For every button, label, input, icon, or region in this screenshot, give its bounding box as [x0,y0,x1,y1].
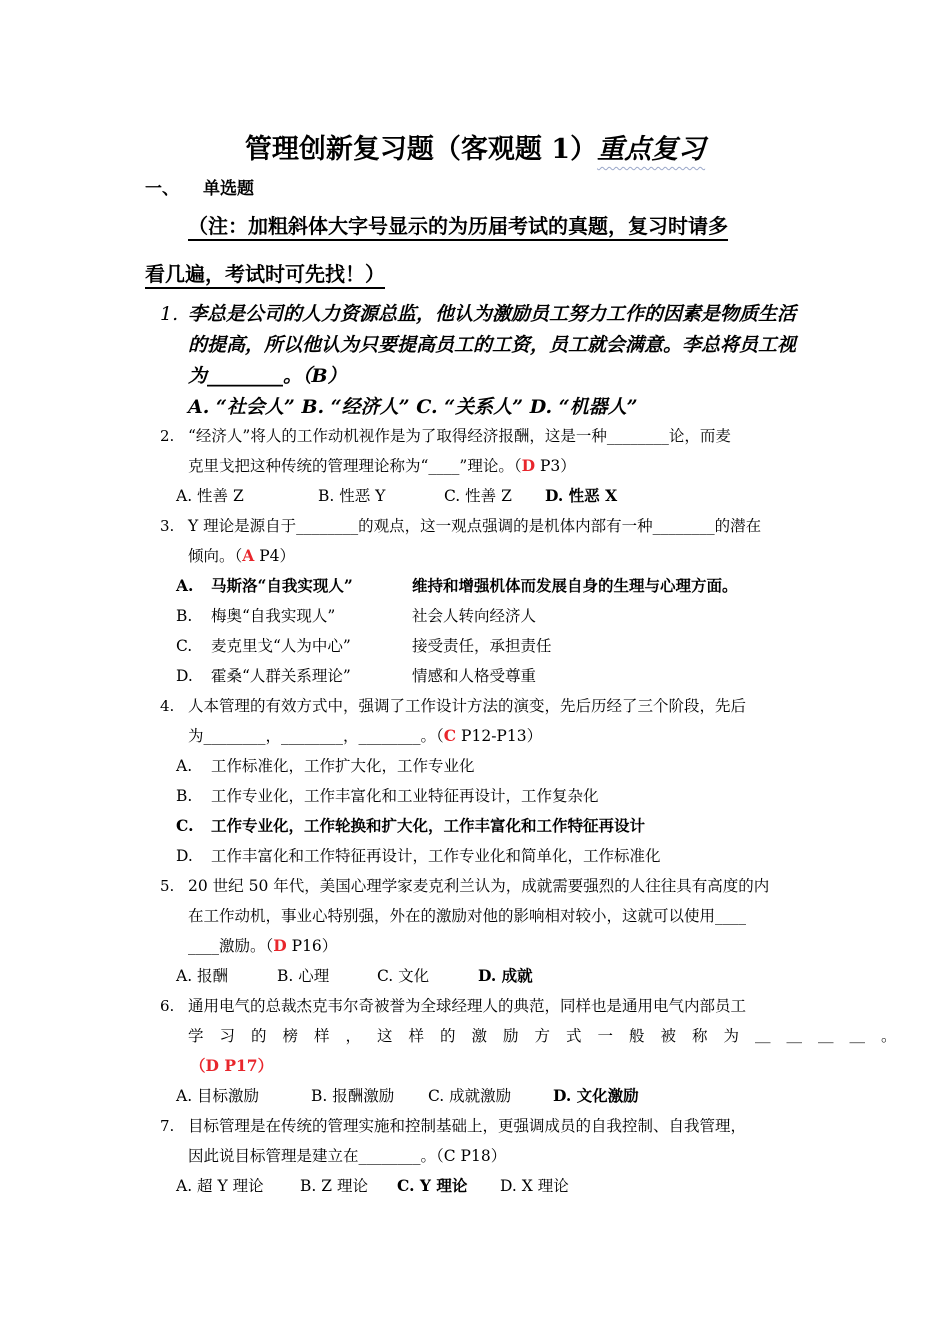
q5-line-1: 20 世纪 50 年代，美国心理学家麦克利兰认为，成就需要强烈的人往往具有高度的内 [188,877,770,895]
q5-line-3-text: ____激励。（ [188,937,274,955]
q2-answer: D [521,456,536,475]
q4-line-1: 人本管理的有效方式中，强调了工作设计方法的演变，先后历经了三个阶段，先后 [188,697,747,715]
q4-line-2-text: 为________，________，________。（ [188,727,444,745]
q1-options: A. “社会人” B. “经济人” C. “关系人” D. “机器人” [188,396,638,418]
q2-option-b: B. 性恶 Y [318,487,386,505]
q5-line-3 [188,934,337,958]
section-label: 单选题 [203,179,254,199]
q5-option-b: B. 心理 [277,967,330,985]
q4-option-c-text: 工作专业化，工作轮换和扩大化，工作丰富化和工作特征再设计 [211,816,646,835]
q4-option-c-letter: C. [176,816,194,835]
q7-number: 7. [160,1117,175,1135]
q7-option-c: C. Y 理论 [397,1176,468,1195]
q4-answer: C [443,726,457,745]
q7-line-2: 因此说目标管理是建立在________。（C P18） [188,1147,507,1165]
q3-option-d-col2: 情感和人格受尊重 [412,667,537,685]
q3-answer: A [242,546,255,565]
q3-option-d-col1: 霍桑“人群关系理论” [211,667,351,685]
section-number: 一、 [145,179,179,199]
q6-option-c: C. 成就激励 [428,1087,512,1105]
q4-number: 4. [160,697,175,715]
title-emphasis: 重点复习 [597,134,706,165]
q2-page-ref: P3） [535,457,576,475]
q1-line-1: 李总是公司的人力资源总监，他认为激励员工努力工作的因素是物质生活 [188,303,797,325]
q5-number: 5. [160,877,175,895]
q3-option-b-col2: 社会人转向经济人 [412,607,537,625]
q5-page-ref: P16） [286,937,338,955]
q1-line-3: 为________。（B） [188,365,347,387]
q3-option-d-letter: D. [176,667,193,685]
q3-line-2-text: 倾向。（ [188,547,243,565]
q5-line-2: 在工作动机，事业心特别强，外在的激励对他的影响相对较小，这就可以使用____ [188,907,747,925]
q2-option-d: D. 性恶 X [545,486,618,505]
q3-option-c-col1: 麦克里戈“人为中心” [211,637,351,655]
q7-option-a: A. 超 Y 理论 [176,1177,264,1195]
q6-answer: （D [190,1056,219,1075]
q6-option-d: D. 文化激励 [553,1086,639,1105]
q5-option-d: D. 成就 [478,966,533,985]
q7-line-1: 目标管理是在传统的管理实施和控制基础上，更强调成员的自我控制、自我管理， [188,1117,747,1135]
q1-number: 1. [160,303,179,325]
q6-page-ref: P17） [218,1056,274,1075]
q2-number: 2. [160,427,175,445]
q2-line-1: “经济人”将人的工作动机视作是为了取得经济报酬，这是一种________论，而麦 [188,427,731,445]
q4-option-d-text: 工作丰富化和工作特征再设计，工作专业化和简单化，工作标准化 [211,847,661,865]
title-main: 管理创新复习题（客观题 1） [244,134,598,165]
q6-line-1: 通用电气的总裁杰克韦尔奇被誉为全球经理人的典范，同样也是通用电气内部员工 [188,997,747,1015]
q5-option-c: C. 文化 [377,967,430,985]
q6-line-3 [190,1054,273,1078]
q5-answer: D [273,936,287,955]
q6-option-b: B. 报酬激励 [311,1087,395,1105]
q6-option-a: A. 目标激励 [176,1087,260,1105]
q3-option-c-col2: 接受责任，承担责任 [412,637,552,655]
page-title [0,130,950,170]
q2-line-2-text: 克里戈把这种传统的管理理论称为“____”理论。（ [188,457,522,475]
q6-line-2: 学习的榜样，这样的激励方式一般被称为＿＿＿＿。 [188,1027,913,1045]
q3-number: 3. [160,517,175,535]
q6-number: 6. [160,997,175,1015]
q3-option-a-letter: A. [176,576,194,595]
q3-line-2 [188,544,295,568]
note-line-2: 看几遍，考试时可先找！） [145,262,385,286]
q2-option-a: A. 性善 Z [176,487,244,505]
q3-page-ref: P4） [254,547,296,565]
q4-option-b-text: 工作专业化，工作丰富化和工业特征再设计，工作复杂化 [211,787,599,805]
q3-option-a-col1: 马斯洛“自我实现人” [211,576,353,595]
q4-option-a-letter: A. [176,757,193,775]
q4-page-ref: P12-P13） [456,727,543,745]
q3-option-b-letter: B. [176,607,193,625]
q4-option-d-letter: D. [176,847,193,865]
q5-option-a: A. 报酬 [176,967,229,985]
q7-option-b: B. Z 理论 [300,1177,368,1195]
q2-option-c: C. 性善 Z [444,487,512,505]
q3-line-1: Y 理论是源自于________的观点，这一观点强调的是机体内部有一种________的潜在 [188,517,762,535]
q4-option-a-text: 工作标准化，工作扩大化，工作专业化 [211,757,475,775]
q4-line-2 [188,724,542,748]
note-line-1: （注：加粗斜体大字号显示的为历届考试的真题，复习时请多 [188,214,728,238]
q1-line-2: 的提高，所以他认为只要提高员工的工资，员工就会满意。李总将员工视 [188,334,797,356]
q7-option-d: D. X 理论 [500,1177,569,1195]
q2-line-2 [188,454,576,478]
q3-option-b-col1: 梅奥“自我实现人” [211,607,336,625]
q3-option-a-col2: 维持和增强机体而发展自身的生理与心理方面。 [412,576,738,595]
q4-option-b-letter: B. [176,787,193,805]
q3-option-c-letter: C. [176,637,193,655]
